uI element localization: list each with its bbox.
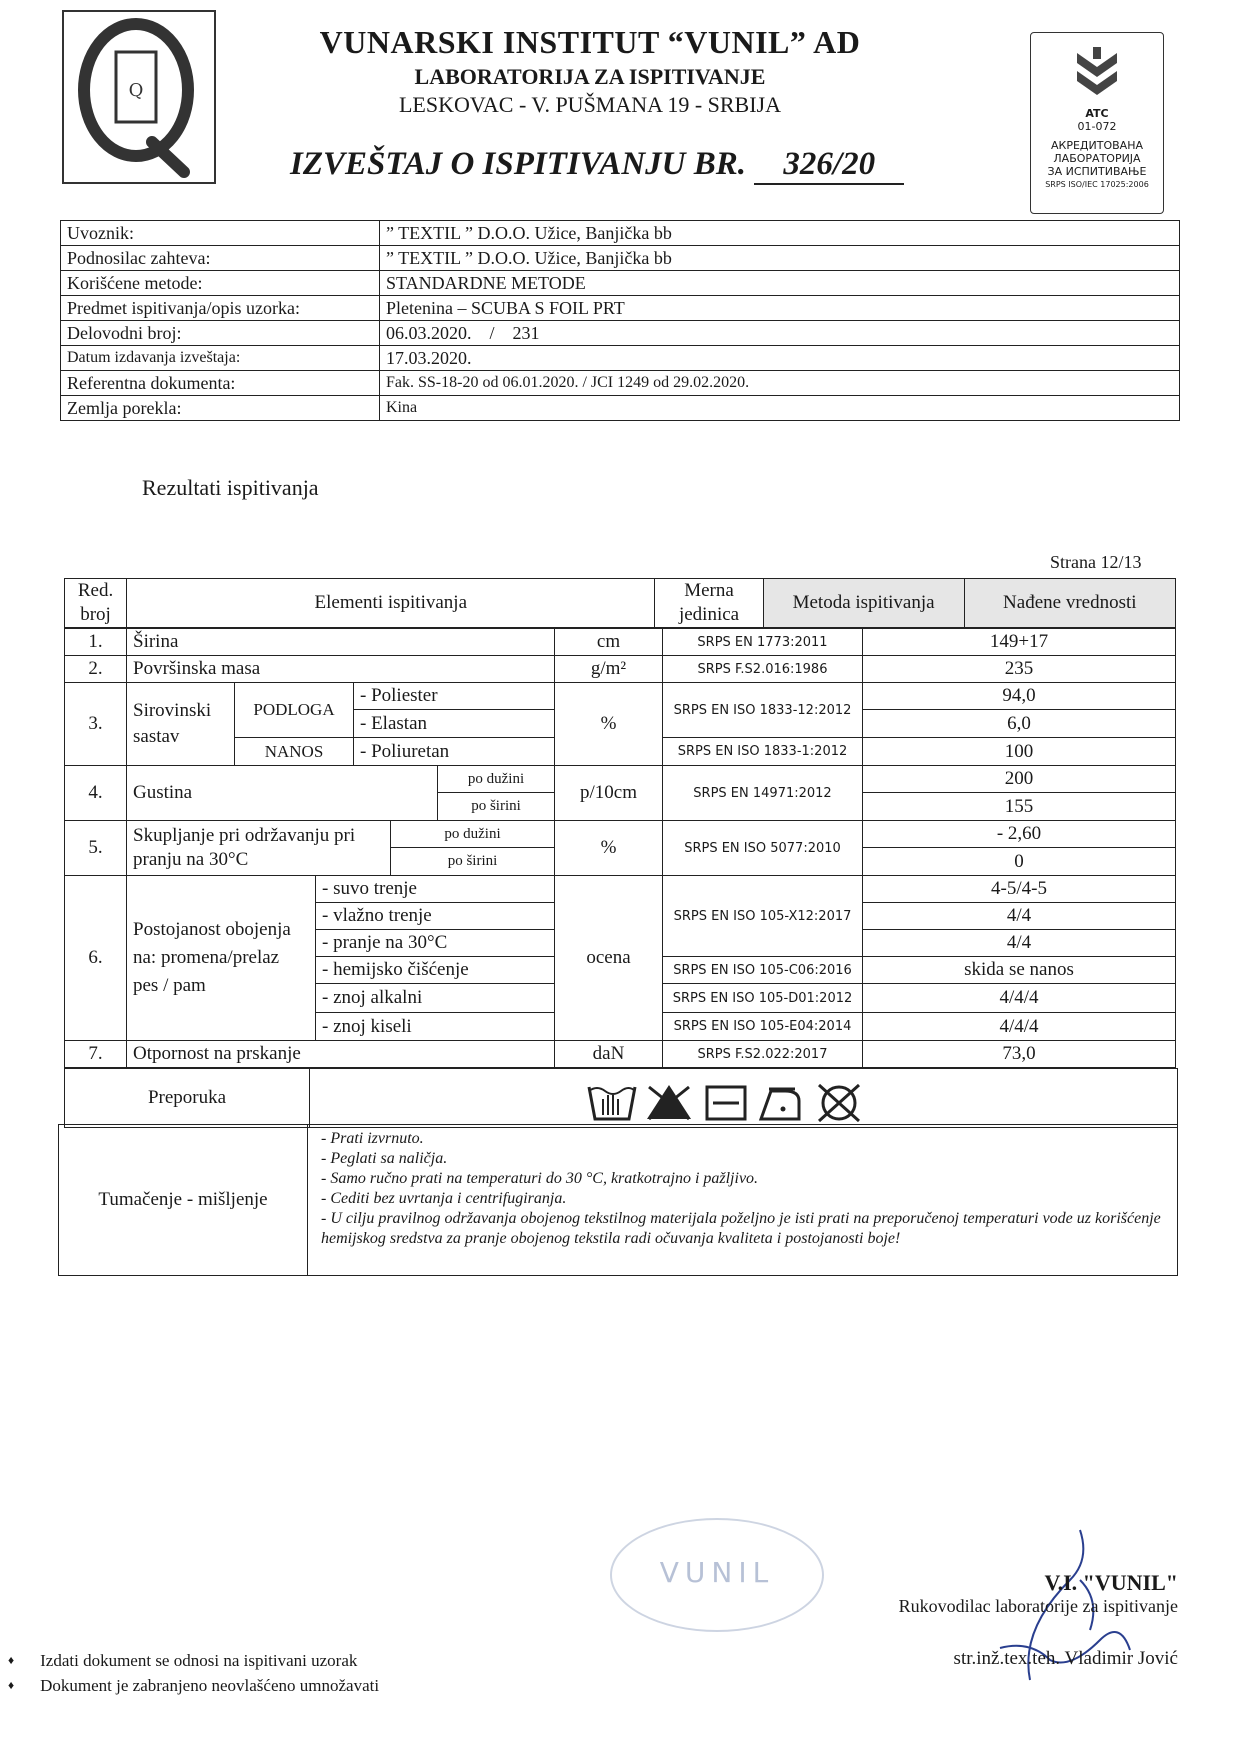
info-label: Datum izdavanja izveštaja: — [61, 346, 380, 371]
signatory-organization: V.I. "VUNIL" — [1044, 1570, 1178, 1595]
row3-part3: - Poliuretan — [353, 737, 555, 766]
row5-dir2: po širini — [390, 847, 555, 876]
row5-value2: 0 — [862, 847, 1176, 876]
info-value: 06.03.2020. / 231 — [380, 321, 1180, 346]
info-value: ” TEXTIL ” D.O.O. Užice, Banjička bb — [380, 246, 1180, 271]
accreditation-badge — [1030, 32, 1164, 214]
accreditation-code: ATC — [1085, 107, 1109, 120]
signatory-role: Rukovodilac laboratorije za ispitivanje — [898, 1596, 1178, 1616]
interpretation-box — [58, 1124, 1178, 1276]
info-value: 17.03.2020. — [380, 346, 1180, 371]
sample-info-table — [60, 220, 1180, 421]
accreditation-line1: АКРЕДИТОВАНА — [1051, 139, 1143, 152]
row7-no: 7. — [64, 1040, 127, 1068]
row4-unit: p/10cm — [554, 765, 663, 821]
institute-logo — [62, 10, 216, 184]
row3-value1: 94,0 — [862, 682, 1176, 710]
row1-no: 1. — [64, 628, 127, 656]
report-title-text: IZVEŠTAJ O ISPITIVANJU BR. — [290, 146, 747, 182]
row3-part1: - Poliester — [353, 682, 555, 710]
results-header-row — [65, 579, 1176, 628]
header-method: Metoda ispitivanja — [764, 579, 965, 627]
row5-value1: - 2,60 — [862, 820, 1176, 848]
info-value: Pletenina – SCUBA S FOIL PRT — [380, 296, 1180, 321]
institute-name: VUNARSKI INSTITUT “VUNIL” AD — [319, 24, 861, 60]
row6-value6: 4/4/4 — [862, 1012, 1176, 1041]
interpretation-line: - Prati izvrnuto. — [321, 1130, 424, 1147]
row6-sub4: - hemijsko čišćenje — [315, 956, 555, 984]
accreditation-line2: ЛАБОРАТОРИЈА — [1053, 152, 1141, 165]
row3-coat: NANOS — [234, 737, 354, 766]
logo-letter: Q — [128, 80, 144, 101]
interpretation-line: - Peglati sa naličja. — [321, 1150, 448, 1167]
row6-sub3: - pranje na 30°C — [315, 929, 555, 957]
info-label: Referentna dokumenta: — [61, 371, 380, 396]
page-number: Strana 12/13 — [1050, 552, 1142, 572]
row6-method1: SRPS EN ISO 105-X12:2017 — [662, 875, 863, 957]
info-value: STANDARDNE METODE — [380, 271, 1180, 296]
report-title — [290, 146, 904, 185]
info-row — [61, 371, 1180, 396]
accreditation-number: 01-072 — [1077, 120, 1117, 133]
info-row — [61, 221, 1180, 246]
row6-sub1: - suvo trenje — [315, 875, 555, 903]
header-red-broj: Red. broj — [65, 579, 127, 628]
info-row — [61, 271, 1180, 296]
interpretation-line: - Samo ručno prati na temperaturi do 30 °C, kratkotrajno i pažljivo. — [321, 1170, 759, 1187]
row5-method: SRPS EN ISO 5077:2010 — [662, 820, 863, 876]
row6-method2: SRPS EN ISO 105-C06:2016 — [662, 956, 863, 984]
info-value: Kina — [380, 396, 1180, 421]
header-value: Nađene vrednosti — [1003, 592, 1137, 613]
row4-method: SRPS EN 14971:2012 — [662, 765, 863, 821]
row6-value3: 4/4 — [862, 929, 1176, 957]
no-dry-clean-icon — [819, 1085, 859, 1121]
header-elements: Elementi ispitivanja — [127, 579, 655, 628]
row3-name: Sirovinski sastav — [126, 682, 235, 766]
footer-note: ♦ Dokument je zabranjeno neovlašćeno umnožavati — [8, 1673, 379, 1698]
flat-dry-icon — [707, 1087, 745, 1119]
hand-wash-icon — [589, 1087, 635, 1119]
row3-value3: 100 — [862, 737, 1176, 766]
row4-name: Gustina — [126, 765, 438, 821]
row4-value2: 155 — [862, 792, 1176, 821]
row2-method: SRPS F.S2.016:1986 — [662, 655, 863, 683]
row3-value2: 6,0 — [862, 709, 1176, 738]
row6-method4: SRPS EN ISO 105-E04:2014 — [662, 1012, 863, 1041]
row6-value5: 4/4/4 — [862, 983, 1176, 1013]
row4-no: 4. — [64, 765, 127, 821]
care-icons — [585, 1081, 885, 1128]
header-method-value-group — [763, 579, 1175, 628]
row2-name: Površinska masa — [126, 655, 555, 683]
row3-method-b: SRPS EN ISO 1833-1:2012 — [662, 737, 863, 766]
row6-value4: skida se nanos — [862, 956, 1176, 984]
row3-part2: - Elastan — [353, 709, 555, 738]
info-label: Predmet ispitivanja/opis uzorka: — [61, 296, 380, 321]
iron-low-icon — [761, 1089, 799, 1119]
info-row — [61, 246, 1180, 271]
info-label: Zemlja porekla: — [61, 396, 380, 421]
info-label: Delovodni broj: — [61, 321, 380, 346]
row2-no: 2. — [64, 655, 127, 683]
info-label: Podnosilac zahteva: — [61, 246, 380, 271]
interpretation-line: - U cilju pravilnog održavanja obojenog tekstilnog materijala poželjno je isti prati na preporučenoj temperaturi vode uz korišćenje hemijskog sredstva za pranje obojenog tekstila radi očuvanja kvaliteta i postojanosti boje! — [321, 1210, 1161, 1247]
row6-no: 6. — [64, 875, 127, 1041]
row1-name: Širina — [126, 628, 555, 656]
interpretation-text — [321, 1129, 1171, 1249]
row6-value2: 4/4 — [862, 902, 1176, 930]
row4-dir1: po dužini — [437, 765, 555, 793]
info-label: Uvoznik: — [61, 221, 380, 246]
no-bleach-icon — [647, 1085, 691, 1119]
institute-address: LESKOVAC - V. PUŠMANA 19 - SRBIJA — [398, 92, 782, 117]
accreditation-line3: ЗА ИСПИТИВАЊЕ — [1047, 165, 1147, 178]
laboratory-name: LABORATORIJA ZA ISPITIVANJE — [414, 64, 766, 89]
stamp-text: VUNIL — [659, 1556, 775, 1589]
row6-name: Postojanost obojenja na: promena/prelaz pes / pam — [126, 875, 316, 1041]
institute-stamp — [610, 1518, 824, 1632]
info-row — [61, 346, 1180, 371]
info-row — [61, 296, 1180, 321]
interpretation-line: - Cediti bez uvrtanja i centrifugiranja. — [321, 1190, 567, 1207]
row4-value1: 200 — [862, 765, 1176, 793]
info-value: ” TEXTIL ” D.O.O. Užice, Banjička bb — [380, 221, 1180, 246]
results-title: Rezultati ispitivanja — [142, 475, 319, 500]
accreditation-mark-icon — [1071, 47, 1123, 105]
row7-value: 73,0 — [862, 1040, 1176, 1068]
row7-method: SRPS F.S2.022:2017 — [662, 1040, 863, 1068]
row6-method3: SRPS EN ISO 105-D01:2012 — [662, 983, 863, 1013]
row6-sub5: - znoj alkalni — [315, 983, 555, 1013]
care-label: Preporuka — [65, 1069, 310, 1127]
accreditation-standard: SRPS ISO/IEC 17025:2006 — [1045, 180, 1149, 189]
interpretation-label: Tumačenje - mišljenje — [59, 1125, 308, 1275]
row5-dir1: po dužini — [390, 820, 555, 848]
row6-unit: ocena — [554, 875, 663, 1041]
care-recommendation — [64, 1068, 1178, 1128]
header-unit: Merna jedinica — [655, 579, 763, 628]
row4-dir2: po širini — [437, 792, 555, 821]
info-row — [61, 396, 1180, 421]
row3-unit: % — [554, 682, 663, 766]
row2-unit: g/m² — [554, 655, 663, 683]
row6-sub2: - vlažno trenje — [315, 902, 555, 930]
row3-base: PODLOGA — [234, 682, 354, 738]
signatory-name: str.inž.tex.teh. Vladimir Jović — [953, 1648, 1178, 1669]
report-number: 326/20 — [754, 146, 904, 185]
row2-value: 235 — [862, 655, 1176, 683]
row5-no: 5. — [64, 820, 127, 876]
results-table — [64, 578, 1176, 628]
row5-unit: % — [554, 820, 663, 876]
row6-value1: 4-5/4-5 — [862, 875, 1176, 903]
row7-name: Otpornost na prskanje — [126, 1040, 555, 1068]
row1-method: SRPS EN 1773:2011 — [662, 628, 863, 656]
info-value: Fak. SS-18-20 od 06.01.2020. / JCI 1249 od 29.02.2020. — [380, 371, 1180, 396]
row7-unit: daN — [554, 1040, 663, 1068]
info-label: Korišćene metode: — [61, 271, 380, 296]
footer-note: ♦ Izdati dokument se odnosi na ispitivani uzorak — [8, 1648, 379, 1673]
row1-value: 149+17 — [862, 628, 1176, 656]
footer-notes — [8, 1648, 379, 1698]
row3-method-a: SRPS EN ISO 1833-12:2012 — [662, 682, 863, 738]
info-row — [61, 321, 1180, 346]
row5-name: Skupljanje pri održavanju pri pranju na 30°C — [126, 820, 391, 876]
row1-unit: cm — [554, 628, 663, 656]
row3-no: 3. — [64, 682, 127, 766]
row6-sub6: - znoj kiseli — [315, 1012, 555, 1041]
